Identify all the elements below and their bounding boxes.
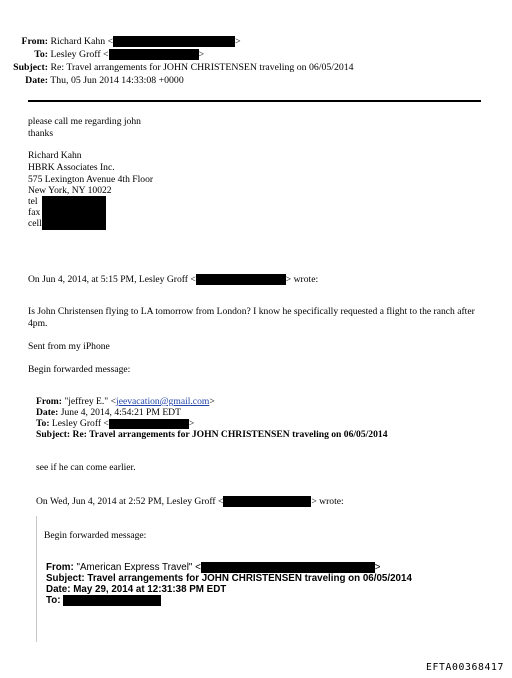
signature-cell: cell (28, 218, 42, 229)
body-line-1: please call me regarding john (28, 116, 141, 127)
reply1-forwarded: Begin forwarded message: (28, 364, 131, 375)
fwd1-to-row: To: Lesley Groff < > (36, 418, 195, 429)
fwd2-to-row: To: (46, 595, 161, 607)
redaction-block (113, 36, 235, 47)
header-subject-value: Re: Travel arrangements for JOHN CHRISTENSEN traveling on 06/05/2014 (50, 62, 354, 73)
signature-tel: tel (28, 196, 38, 207)
reply1-sent: Sent from my iPhone (28, 341, 110, 352)
reply1-intro: On Jun 4, 2014, at 5:15 PM, Lesley Groff < > wrote: (28, 274, 319, 285)
redaction-block (223, 496, 311, 507)
header-date-label: Date: (25, 75, 48, 86)
fwd1-subject-row: Subject: Re: Travel arrangements for JOHN CHRISTENSEN traveling on 06/05/2014 (36, 429, 388, 440)
fwd2-subject-row: Subject: Travel arrangements for JOHN CHRISTENSEN traveling on 06/05/2014 (46, 573, 412, 584)
quote-bar (36, 516, 37, 642)
header-from-label: From: (21, 36, 48, 47)
fwd1-from-row: From: "jeffrey E." <jeevacation@gmail.com> (36, 396, 215, 407)
redaction-block (109, 419, 189, 429)
header-date-row (0, 75, 184, 87)
reply2-forwarded: Begin forwarded message: (44, 530, 147, 541)
reply2-intro: On Wed, Jun 4, 2014 at 2:52 PM, Lesley Groff < > wrote: (36, 496, 344, 507)
header-from-value: Richard Kahn < (50, 36, 114, 47)
header-subject-label: Subject: (13, 62, 48, 73)
redaction-block (196, 274, 286, 285)
header-divider (28, 100, 481, 102)
fwd2-from-row: From: "American Express Travel" < > (46, 562, 381, 574)
document-id: EFTA00368417 (426, 662, 504, 673)
header-date-value: Thu, 05 Jun 2014 14:33:08 +0000 (50, 75, 184, 86)
header-to-value: Lesley Groff < (50, 49, 109, 60)
fwd1-message: see if he can come earlier. (36, 462, 136, 473)
fwd1-email-link[interactable]: jeevacation@gmail.com (116, 396, 210, 407)
header-to-row: To: Lesley Groff < > (0, 49, 204, 61)
redaction-block (201, 562, 375, 573)
header-from-row: From: Richard Kahn < > (0, 36, 241, 48)
fwd2-date-row: Date: May 29, 2014 at 12:31:38 PM EDT (46, 584, 227, 595)
signature-name: Richard Kahn (28, 150, 82, 161)
redaction-block (109, 49, 199, 60)
header-to-label: To: (34, 49, 48, 60)
signature-fax: fax (28, 207, 41, 218)
redaction-block (42, 196, 106, 230)
fwd1-date-row: Date: June 4, 2014, 4:54:21 PM EDT (36, 407, 181, 418)
reply1-message: Is John Christensen flying to LA tomorrow from London? I know he specifically requested a flight to the ranch after 4pm. (28, 306, 475, 329)
redaction-block (63, 595, 161, 606)
header-subject-row (0, 62, 354, 74)
signature-address: 575 Lexington Avenue 4th Floor (28, 174, 154, 185)
signature-city: New York, NY 10022 (28, 185, 112, 196)
signature-company: HBRK Associates Inc. (28, 162, 115, 173)
body-line-2: thanks (28, 128, 54, 139)
